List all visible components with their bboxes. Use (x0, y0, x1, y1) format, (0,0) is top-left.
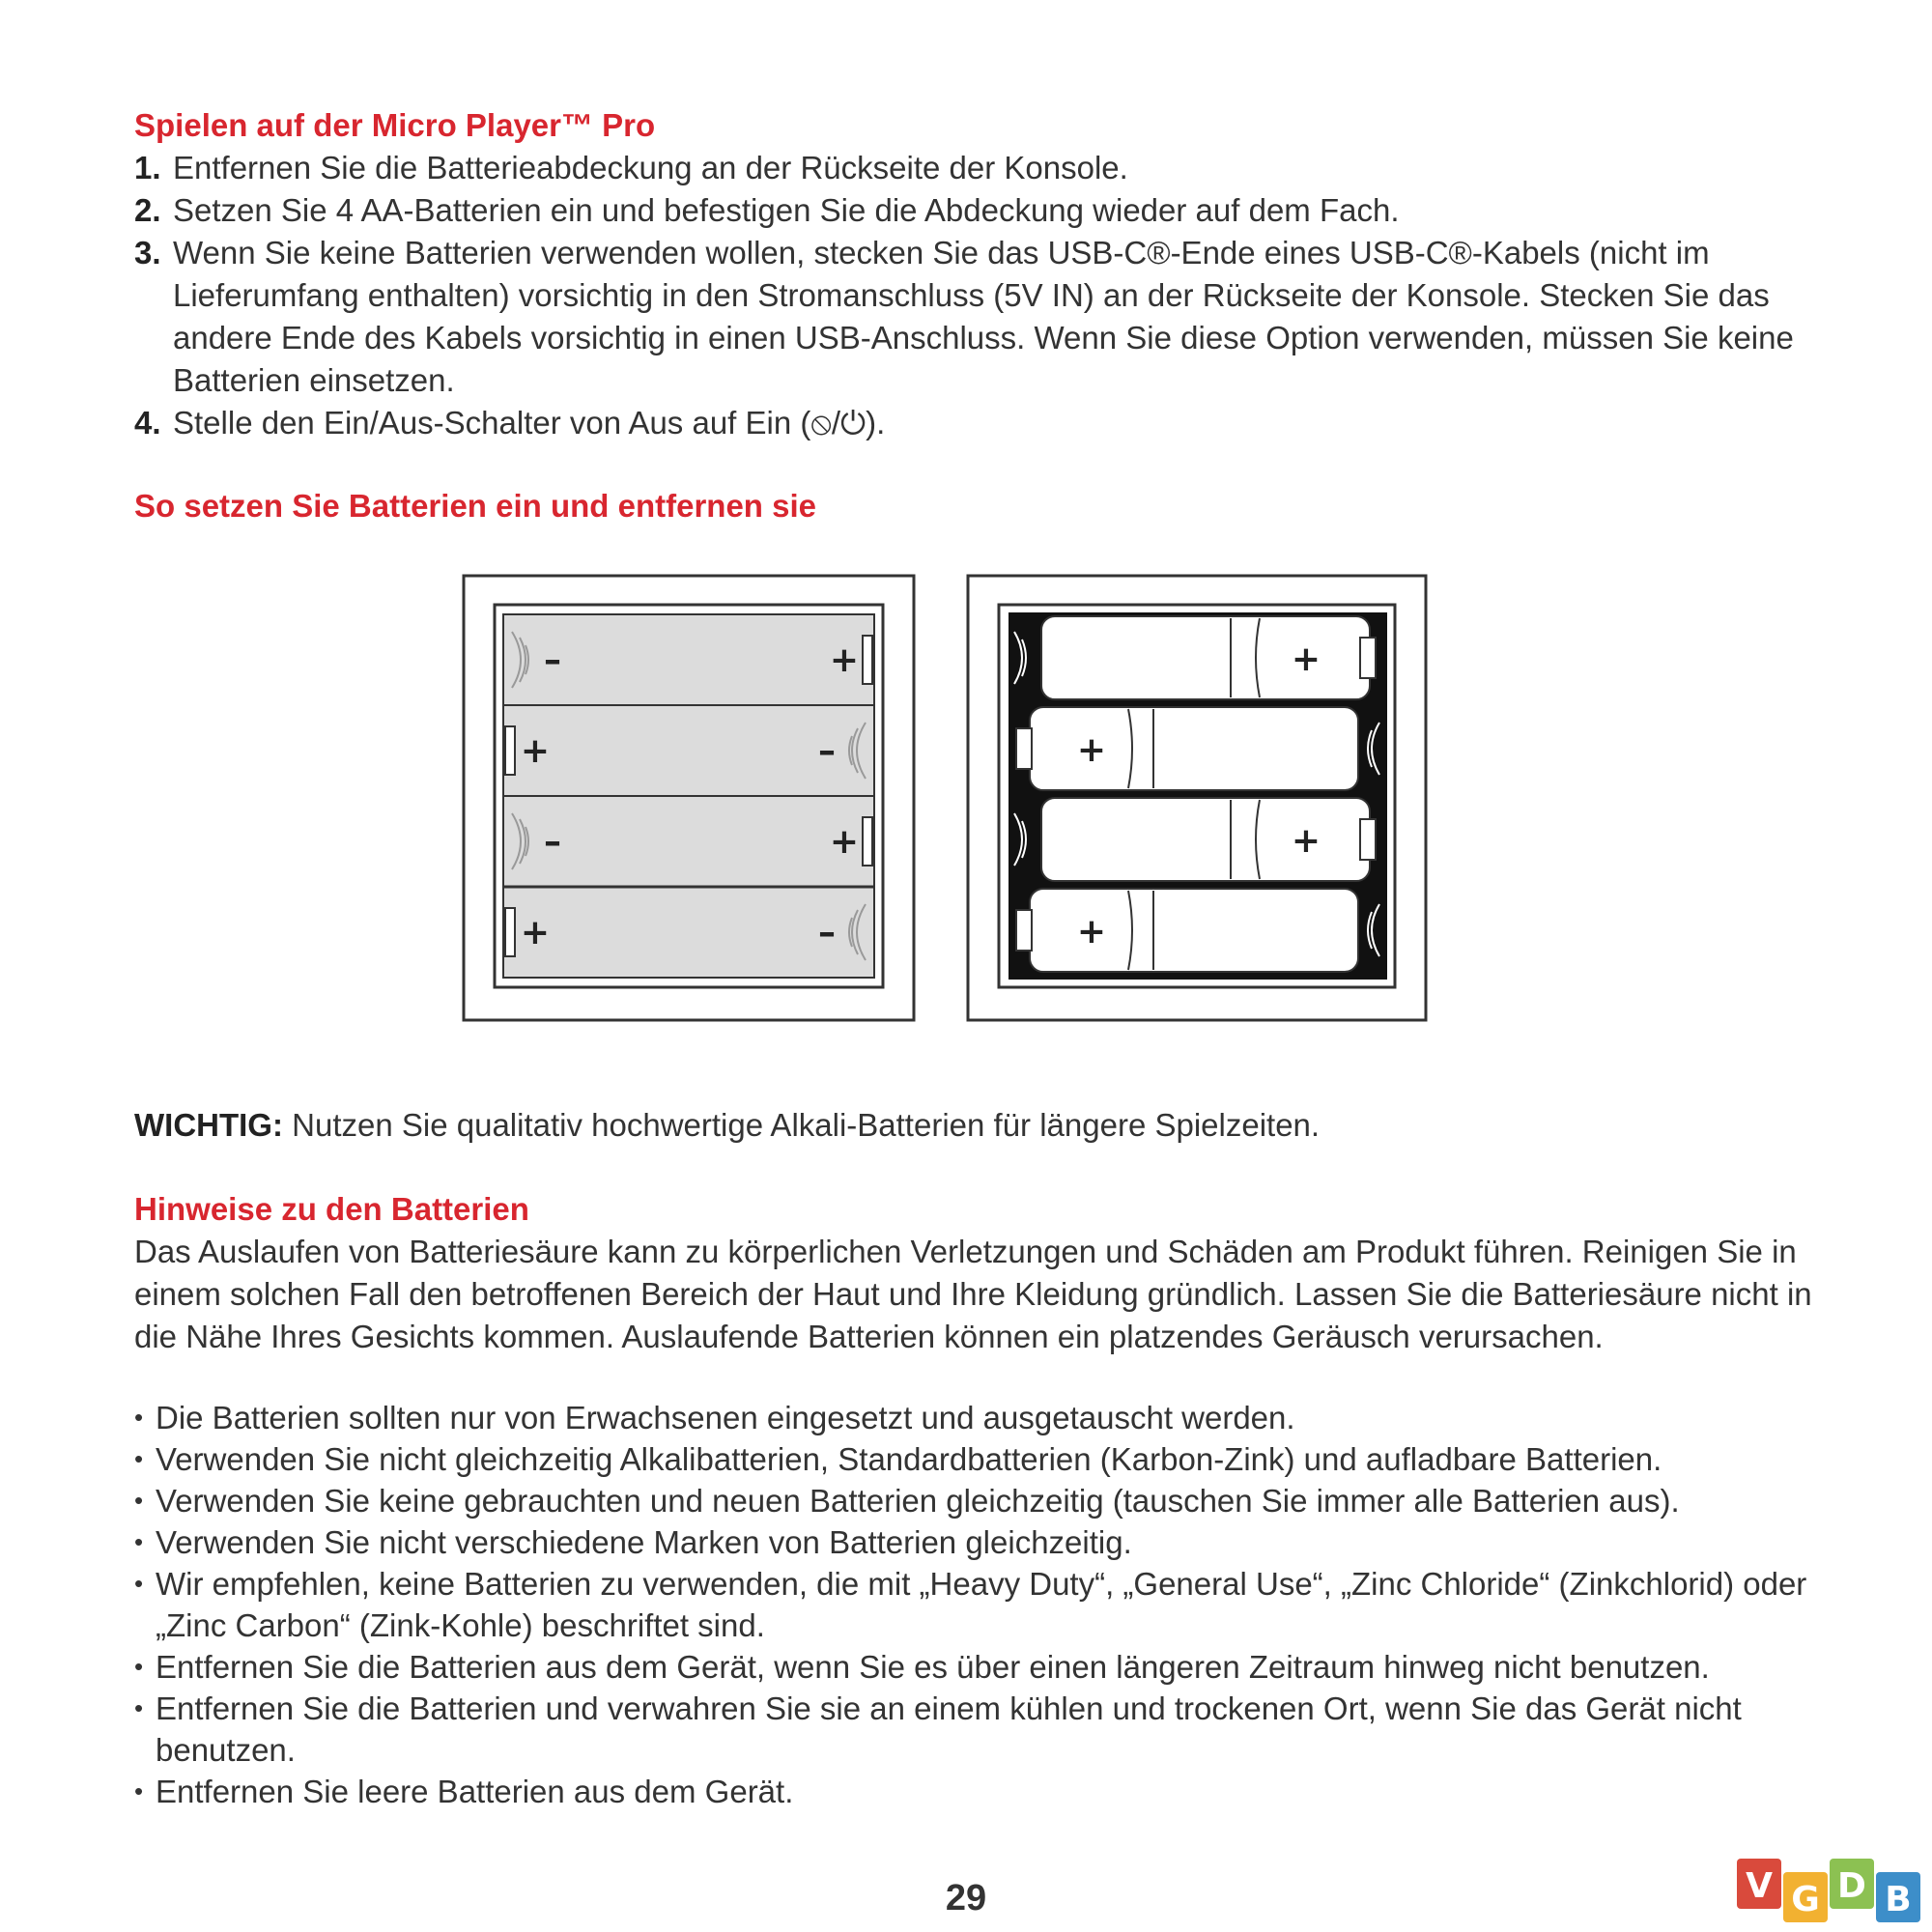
section-title-notes: Hinweise zu den Batterien (134, 1191, 529, 1227)
watermark-letter: D (1837, 1866, 1866, 1906)
step-item (134, 147, 1854, 189)
important-text: Nutzen Sie qualitativ hochwertige Alkali-Batterien für längere Spielzeiten. (292, 1107, 1321, 1143)
watermark-letter: V (1746, 1866, 1773, 1906)
step-text: Setzen Sie 4 AA-Batterien ein und befestigen Sie die Abdeckung wieder auf dem Fach. (173, 192, 1400, 228)
plus-label: + (1076, 730, 1107, 770)
plus-label: + (1291, 639, 1321, 679)
watermark-letter: B (1885, 1880, 1912, 1919)
plus-label: + (1291, 821, 1321, 861)
inserted-batteries-figure (968, 576, 1426, 1020)
list-item: • Entfernen Sie die Batterien und verwahren Sie sie an einem kühlen und trockenen Ort, wenn Sie das Gerät nicht benutzen. (134, 1688, 1854, 1771)
notes-section (134, 1188, 1854, 1812)
vgdb-watermark-logo (1735, 1855, 1928, 1928)
step-text: Stelle den Ein/Aus-Schalter von Aus auf Ein (⦸/⏻). (173, 405, 886, 440)
list-item: • Wir empfehlen, keine Batterien zu verwenden, die mit „Heavy Duty“, „General Use“, „Zinc Chloride“ (Zinkchlorid) oder „Zinc Carbon“ (Zink-Kohle) beschriftet sind. (134, 1563, 1854, 1646)
watermark-letter: G (1791, 1880, 1820, 1919)
plus-label: + (1076, 912, 1107, 952)
step-text: Wenn Sie keine Batterien verwenden wollen, stecken Sie das USB-C®-Ende eines USB-C®-Kabels (nicht im Lieferumfang enthalten) vorsichtig in den Stromanschluss (5V IN) an der Rückseite der Konsole. Stecken Sie das andere Ende des Kabels vorsichtig in einen USB-Anschluss. Wenn Sie diese Option verwenden, müssen Sie keine Batterien einsetzen. (173, 235, 1794, 398)
page-number: 29 (945, 1878, 987, 1918)
manual-page (134, 104, 1854, 1809)
step-number: 2. (134, 192, 161, 228)
notes-bullet-list (134, 1397, 1854, 1812)
plus-label: + (829, 822, 860, 862)
step-text: Entfernen Sie die Batterieabdeckung an der Rückseite der Konsole. (173, 150, 1128, 185)
battery-figures (462, 574, 1428, 1024)
section-title-batteries: So setzen Sie Batterien ein und entfernen sie (134, 488, 817, 524)
list-item: • Verwenden Sie keine gebrauchten und neuen Batterien gleichzeitig (tauschen Sie immer alle Batterien aus). (134, 1480, 1854, 1521)
section-title-play: Spielen auf der Micro Player™ Pro (134, 107, 656, 143)
plus-label: + (520, 913, 551, 952)
step-number: 4. (134, 405, 161, 440)
list-item: • Die Batterien sollten nur von Erwachsenen eingesetzt und ausgetauscht werden. (134, 1397, 1854, 1438)
minus-label: – (544, 822, 561, 862)
minus-label: – (818, 731, 836, 771)
notes-paragraph: Das Auslaufen von Batteriesäure kann zu körperlichen Verletzungen und Schäden am Produkt führen. Reinigen Sie in einem solchen Fall den betroffenen Bereich der Haut und Ihre Kleidung gründlich. Lassen Sie die Batteriesäure nicht in die Nähe Ihres Gesichts kommen. Auslaufende Batterien können ein platzendes Geräusch verursachen. (134, 1234, 1812, 1354)
important-note (134, 1104, 1854, 1147)
important-label: WICHTIG: (134, 1107, 283, 1143)
step-item (134, 189, 1854, 232)
step-number: 3. (134, 235, 161, 270)
play-steps-list (134, 147, 1854, 444)
list-item: • Entfernen Sie leere Batterien aus dem Gerät. (134, 1771, 1854, 1812)
plus-label: + (520, 731, 551, 771)
minus-label: – (818, 913, 836, 952)
list-item: • Verwenden Sie nicht gleichzeitig Alkalibatterien, Standardbatterien (Karbon-Zink) und aufladbare Batterien. (134, 1438, 1854, 1480)
list-item: • Entfernen Sie die Batterien aus dem Gerät, wenn Sie es über einen längeren Zeitraum hinweg nicht benutzen. (134, 1646, 1854, 1688)
step-number: 1. (134, 150, 161, 185)
step-item (134, 402, 1854, 444)
step-item (134, 232, 1854, 402)
minus-label: – (544, 640, 561, 680)
list-item: • Verwenden Sie nicht verschiedene Marken von Batterien gleichzeitig. (134, 1521, 1854, 1563)
plus-label: + (829, 640, 860, 680)
